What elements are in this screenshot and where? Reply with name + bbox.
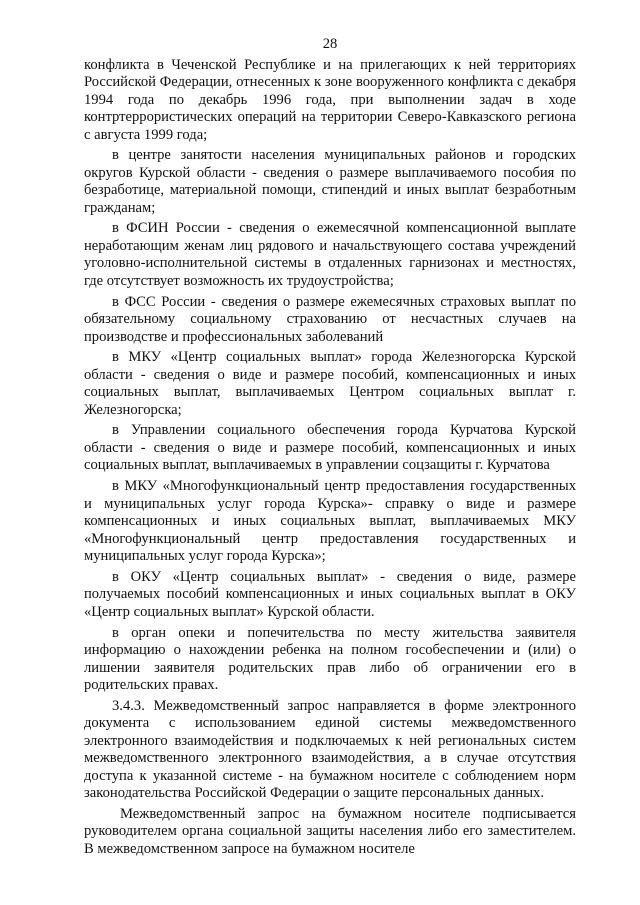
paragraph-paper-request: Межведомственный запрос на бумажном носителе подписывается руководителем органа социальной защиты населения либо его заместителем. В межведомственном запросе на бумажном носителе — [84, 805, 576, 857]
paragraph-guardianship: в орган опеки и попечительства по месту жительства заявителя информацию о нахождении ребенка на полном гособеспечении и (или) о лишении заявителя родительских прав либо об ограничении его в родительских правах. — [84, 624, 576, 693]
paragraph-employment-center: в центре занятости населения муниципальных районов и городских округов Курской области - сведения о размере выплачиваемого пособия по безработице, материальной помощи, стипендий и иных выплат безработным гражданам; — [84, 147, 576, 216]
paragraph-fsin: в ФСИН России - сведения о ежемесячной компенсационной выплате неработающим женам лиц рядового и начальствующего состава учреждений уголовно-исполнительной системы в отдаленных гарнизонах и местностях, где отсутствует возможность их трудоустройства; — [84, 220, 576, 289]
page-number: 28 — [322, 36, 338, 52]
paragraph-chechen-conflict: конфликта в Чеченской Республике и на прилегающих к ней территориях Российской Федерации, отнесенных к зоне вооруженного конфликта с декабря 1994 года по декабрь 1996 года, при выполнении задач в ходе контртеррористических операций на территории Северо-Кавказского региона с августа 1999 года; — [84, 56, 576, 143]
paragraph-fss: в ФСС России - сведения о размере ежемесячных страховых выплат по обязательному социальному страхованию от несчастных случаев на производстве и профессиональных заболеваний — [84, 293, 576, 345]
paragraph-mfc-kursk: в МКУ «Многофункциональный центр предоставления государственных и муниципальных услуг города Курска»- справку о виде и размере компенсационных и иных социальных выплат, выплачиваемых МКУ «Многофункциональный центр предоставления государственных и муниципальных услуг города Курска»; — [84, 478, 576, 565]
paragraph-oku: в ОКУ «Центр социальных выплат» - сведения о виде, размере получаемых пособий компенсационных и иных социальных выплат в ОКУ «Центр социальных выплат» Курской области. — [84, 568, 576, 620]
document-page — [84, 36, 576, 862]
paragraph-mku-zheleznogorsk: в МКУ «Центр социальных выплат» города Железногорска Курской области - сведения о виде и размере пособий, компенсационных и иных социальных выплат, выплачиваемых Центром социальных выплат г. Железногорска; — [84, 349, 576, 418]
paragraph-section-3-4-3: 3.4.3. Межведомственный запрос направляется в форме электронного документа с использованием единой системы межведомственного электронного взаимодействия и подключаемых к ней региональных систем межведомственного электронного взаимодействия, а в случае отсутствия доступа к указанной системе - на бумажном носителе с соблюдением норм законодательства Российской Федерации о защите персональных данных. — [84, 697, 576, 802]
paragraph-kurchatov: в Управлении социального обеспечения города Курчатова Курской области - сведения о виде и размере пособий, компенсационных и иных социальных выплат, выплачиваемых в управлении соцзащиты г. Курчатова — [84, 422, 576, 474]
